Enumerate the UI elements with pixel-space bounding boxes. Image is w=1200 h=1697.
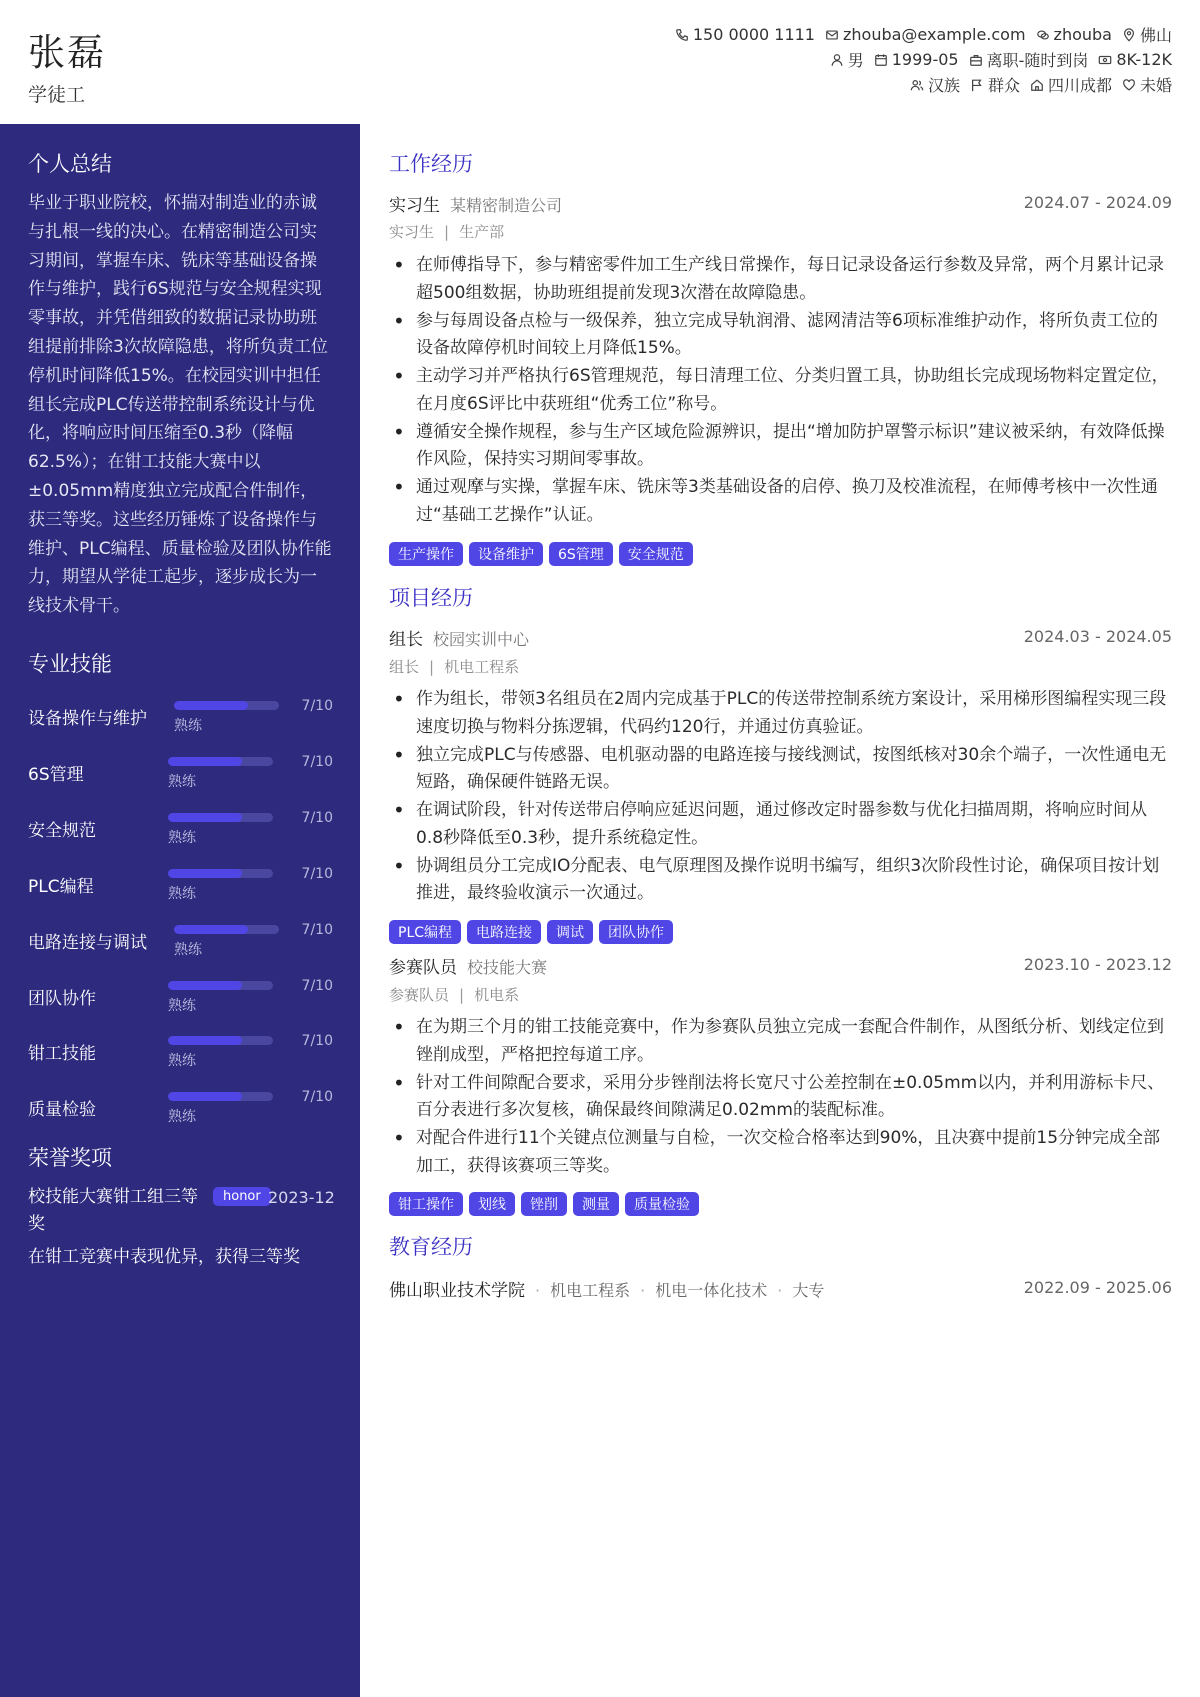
skill-tag: 团队协作 [599,920,673,944]
skill-score: 7/10 [301,754,333,770]
project-bullets [389,1014,1172,1181]
project-entry-head [389,625,1172,649]
work-heading: 工作经历 [389,152,473,176]
skill-name: 6S管理 [28,765,84,785]
resume-header [0,0,1200,124]
work-sub-role: 实习生 [389,223,435,241]
project-tags [389,920,679,944]
skill-item [28,810,333,866]
skill-bar-fill [174,701,248,710]
list-item: • 协调组员分工完成IO分配表、电气原理图及操作说明书编写，组织3次阶段性讨论，确保项目按计划推进，最终验收演示一次通过。 [389,853,1172,908]
skill-level: 熟练 [168,998,196,1014]
phone-icon [675,28,689,42]
work-tags [389,542,699,566]
skill-tag: 质量检验 [625,1192,699,1216]
skill-bar [168,1092,273,1101]
skill-score: 7/10 [301,810,333,826]
skill-bar [174,701,279,710]
separator: | [429,658,435,676]
skill-tag: 生产操作 [389,542,463,566]
project-role: 组长 [389,630,423,650]
contact-email[interactable]: zhouba@example.com [825,25,1026,44]
education-entry [389,1276,1172,1300]
contact-phone: 150 0000 1111 [675,25,815,44]
project-role: 参赛队员 [389,958,457,978]
skill-level: 熟练 [174,942,202,958]
skill-bar [168,1036,273,1045]
contact-politics: 群众 [970,73,1020,96]
project-org: 校技能大赛 [467,958,548,977]
education-dept: 机电工程系 [550,1281,631,1300]
education-heading: 教育经历 [389,1235,473,1259]
school-name: 佛山职业技术学院 [389,1281,525,1301]
work-subtitle [389,221,504,242]
project-heading: 项目经历 [389,586,473,610]
work-sub-dept: 生产部 [459,223,505,241]
list-item: • 主动学习并严格执行6S管理规范，每日清理工位、分类归置工具，协助组长完成现场物料定置定位，在月度6S评比中获班组“优秀工位”称号。 [389,363,1172,418]
separator-dot: · [535,1281,541,1300]
skill-score: 7/10 [301,978,333,994]
contact-row-1 [665,22,1172,47]
skill-bar-fill [168,1092,242,1101]
project-dates: 2023.10 - 2023.12 [1023,955,1172,974]
project-dates: 2024.03 - 2024.05 [1023,627,1172,646]
contact-row-3 [665,72,1172,97]
skill-bar [168,757,273,766]
separator: | [444,223,450,241]
contact-hometown: 四川成都 [1030,73,1112,96]
ethnicity-icon [910,78,924,92]
skill-name: 钳工技能 [28,1044,96,1064]
project-bullets [389,686,1172,908]
skill-name: 电路连接与调试 [28,933,147,953]
skill-level: 熟练 [168,774,196,790]
contact-status: 离职-随时到岗 [969,48,1089,71]
project-subtitle [389,984,519,1005]
gender-icon [830,53,844,67]
skill-level: 熟练 [168,886,196,902]
skill-item [28,1089,333,1145]
skill-name: PLC编程 [28,877,94,897]
flag-icon [970,78,984,92]
honor-date: 2023-12 [268,1188,335,1207]
project-entry-head [389,953,1172,977]
education-degree: 大专 [792,1281,825,1300]
project-sub-role: 参赛队员 [389,986,450,1004]
contact-gender: 男 [830,48,864,71]
mail-icon [825,28,839,42]
skill-bar-fill [174,925,248,934]
skill-item [28,698,333,754]
skill-level: 熟练 [168,1109,196,1125]
skill-name: 团队协作 [28,989,96,1009]
work-role: 实习生 [389,196,440,216]
contact-row-2 [665,47,1172,72]
separator: | [459,986,465,1004]
skill-name: 质量检验 [28,1100,96,1120]
list-item: • 独立完成PLC与传感器、电机驱动器的电路连接与接线测试，按图纸核对30余个端子，一次性通电无短路，确保硬件链路无误。 [389,742,1172,797]
project-sub-dept: 机电工程系 [444,658,520,676]
skill-tag: 6S管理 [549,542,613,566]
heart-icon [1122,78,1136,92]
skill-tag: 划线 [469,1192,515,1216]
home-icon [1030,78,1044,92]
skill-name: 安全规范 [28,821,96,841]
honor-badge: honor [213,1187,271,1206]
list-item: • 作为组长，带领3名组员在2周内完成基于PLC的传送带控制系统方案设计，采用梯形图编程实现三段速度切换与物料分拣逻辑，代码约120行，并通过仿真验证。 [389,686,1172,741]
skill-bar-fill [168,757,242,766]
contact-ethnicity: 汉族 [910,73,960,96]
skill-bar [174,925,279,934]
skill-tag: 安全规范 [619,542,693,566]
skill-item [28,866,333,922]
education-major: 机电一体化技术 [655,1281,768,1300]
work-bullets [389,252,1172,530]
project-org: 校园实训中心 [433,630,530,649]
skill-item [28,922,333,978]
skill-tag: 设备维护 [469,542,543,566]
candidate-title: 学徒工 [28,84,86,106]
skill-item [28,978,333,1034]
skill-tag: PLC编程 [389,920,461,944]
skill-score: 7/10 [301,1033,333,1049]
project-sub-role: 组长 [389,658,420,676]
work-org: 某精密制造公司 [450,196,563,215]
list-item: • 针对工件间隙配合要求，采用分步锉削法将长宽尺寸公差控制在±0.05mm以内，并利用游标卡尺、百分表进行多次复核，确保最终间隙满足0.02mm的装配标准。 [389,1070,1172,1125]
salary-icon [1098,53,1112,67]
skill-level: 熟练 [168,830,196,846]
list-item: • 在师傅指导下，参与精密零件加工生产线日常操作，每日记录设备运行参数及异常，两个月累计记录超500组数据，协助班组提前发现3次潜在故障隐患。 [389,252,1172,307]
honor-title: 校技能大赛钳工组三等奖 [28,1187,198,1234]
honor-description: 在钳工竞赛中表现优异，获得三等奖 [28,1247,300,1267]
calendar-icon [874,53,888,67]
work-dates: 2024.07 - 2024.09 [1023,193,1172,212]
project-tags [389,1192,705,1216]
skill-tag: 锉削 [521,1192,567,1216]
skills-heading: 专业技能 [28,652,112,676]
list-item: • 通过观摩与实操，掌握车床、铣床等3类基础设备的启停、换刀及校准流程，在师傅考核中一次性通过“基础工艺操作”认证。 [389,474,1172,529]
separator-dot: · [777,1281,783,1300]
contact-salary: 8K-12K [1098,50,1172,69]
contact-wechat: zhouba [1036,25,1112,44]
project-sub-dept: 机电系 [474,986,520,1004]
honors-heading: 荣誉奖项 [28,1146,112,1170]
skill-bar-fill [168,1036,242,1045]
list-item: • 对配合件进行11个关键点位测量与自检，一次交检合格率达到90%，且决赛中提前15分钟完成全部加工，获得该赛项三等奖。 [389,1125,1172,1180]
candidate-name: 张磊 [28,31,106,74]
skill-item [28,1033,333,1089]
skill-level: 熟练 [174,718,202,734]
skill-bar-fill [168,981,242,990]
skill-score: 7/10 [301,922,333,938]
skill-tag: 钳工操作 [389,1192,463,1216]
location-icon [1122,28,1136,42]
skill-bar [168,813,273,822]
skill-level: 熟练 [168,1053,196,1069]
wechat-icon [1036,28,1050,42]
skill-tag: 调试 [547,920,593,944]
skill-bar [168,981,273,990]
separator-dot: · [640,1281,646,1300]
summary-text: 毕业于职业院校，怀揣对制造业的赤诚与扎根一线的决心。在精密制造公司实习期间，掌握车床、铣床等基础设备操作与维护，践行6S规范与安全规程实现零事故，并凭借细致的数据记录协助班组提前排除3次故障隐患，将所负责工位停机时间降低15%。在校园实训中担任组长完成PLC传送带控制系统设计与优化，将响应时间压缩至0.3秒（降幅62.5%）；在钳工技能大赛中以±0.05mm精度独立完成配合件制作，获三等奖。这些经历锤炼了设备操作与维护、PLC编程、质量检验及团队协作能力，期望从学徒工起步，逐步成长为一线技术骨干。 [28,193,332,617]
list-item: • 参与每周设备点检与一级保养，独立完成导轨润滑、滤网清洁等6项标准维护动作，将所负责工位的设备故障停机时间较上月降低15%。 [389,308,1172,363]
skill-score: 7/10 [301,698,333,714]
skill-bar [168,869,273,878]
skill-name: 设备操作与维护 [28,709,147,729]
skill-tag: 电路连接 [467,920,541,944]
list-item: • 在调试阶段，针对传送带启停响应延迟问题，通过修改定时器参数与优化扫描周期，将响应时间从0.8秒降低至0.3秒，提升系统稳定性。 [389,797,1172,852]
briefcase-icon [969,53,983,67]
education-dates: 2022.09 - 2025.06 [1023,1278,1172,1297]
skill-score: 7/10 [301,866,333,882]
contact-info [665,22,1172,97]
list-item: • 在为期三个月的钳工技能竞赛中，作为参赛队员独立完成一套配合件制作，从图纸分析、划线定位到锉削成型，严格把控每道工序。 [389,1014,1172,1069]
work-entry-head [389,191,1172,215]
list-item: • 遵循安全操作规程，参与生产区域危险源辨识，提出“增加防护罩警示标识”建议被采纳，有效降低操作风险，保持实习期间零事故。 [389,419,1172,474]
skill-bar-fill [168,869,242,878]
project-subtitle [389,656,519,677]
skill-tag: 测量 [573,1192,619,1216]
skill-item [28,754,333,810]
contact-location: 佛山 [1122,23,1172,46]
contact-birth: 1999-05 [874,50,959,69]
contact-marital: 未婚 [1122,73,1172,96]
skill-bar-fill [168,813,242,822]
summary-heading: 个人总结 [28,152,112,176]
skill-score: 7/10 [301,1089,333,1105]
